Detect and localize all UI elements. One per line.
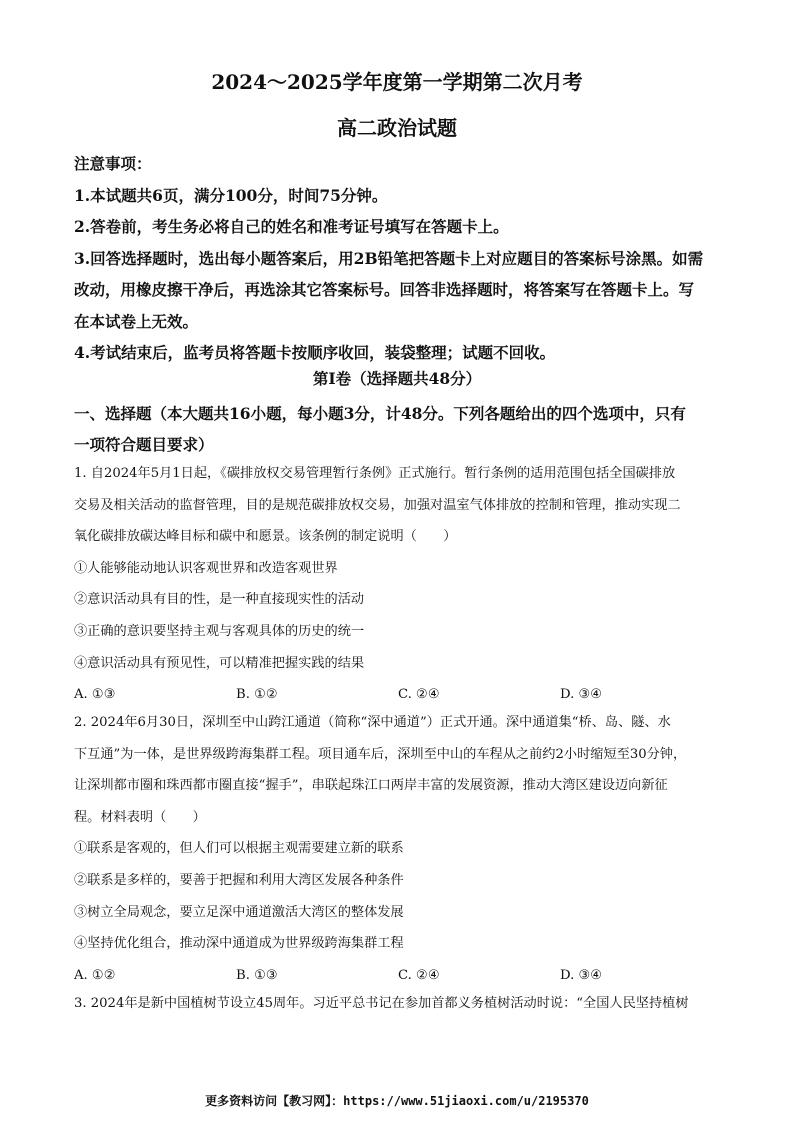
option-c: C. ②④ (398, 687, 440, 703)
question-stem-line: 氧化碳排放碳达峰目标和碳中和愿景。该条例的制定说明（ ） (74, 529, 457, 545)
statement: ①联系是客观的，但人们可以根据主观需要建立新的联系 (74, 841, 404, 857)
question-stem-line: 3. 2024年是新中国植树节设立45周年。习近平总书记在参加首都义务植树活动时说：“全国人民坚持植树 (74, 996, 689, 1011)
statement: ③树立全局观念，要立足深中通道激活大湾区的整体发展 (74, 904, 404, 920)
notice-heading: 注意事项： (74, 154, 152, 173)
statement: ②联系是多样的，要善于把握和利用大湾区发展各种条件 (74, 872, 404, 888)
option-c: C. ②④ (398, 967, 440, 983)
option-d: D. ③④ (560, 687, 603, 703)
instructions-line: 一项符合题目要求） (74, 435, 214, 454)
statement: ①人能够能动地认识客观世界和改造客观世界 (74, 560, 338, 576)
question-3 (74, 988, 724, 1020)
instructions-line: 一、选择题（本大题共16小题，每小题3分，计48分。下列各题给出的四个选项中，只有 (74, 404, 686, 423)
notice-item: 2.答卷前，考生务必将自己的姓名和准考证号填写在答题卡上。 (74, 217, 509, 236)
statement: ④意识活动具有预见性，可以精准把握实践的结果 (74, 655, 365, 671)
notice-section (74, 148, 724, 369)
option-a: A. ①③ (74, 687, 116, 703)
section-instructions (74, 398, 724, 460)
question-stem-line: 程。材料表明（ ） (74, 809, 206, 825)
exam-title: 2024～2025学年度第一学期第二次月考 (211, 70, 583, 94)
statement: ④坚持优化组合，推动深中通道成为世界级跨海集群工程 (74, 936, 404, 952)
question-2 (74, 707, 724, 991)
answer-options (74, 679, 724, 711)
option-b: B. ①② (236, 687, 278, 703)
statement: ②意识活动具有目的性，是一种直接现实性的活动 (74, 592, 365, 608)
answer-options (74, 960, 724, 992)
notice-item: 4.考试结束后，监考员将答题卡按顺序收回，装袋整理；试题不回收。 (74, 343, 556, 362)
question-1 (74, 458, 724, 711)
notice-item: 在本试卷上无效。 (74, 311, 199, 331)
statement: ③正确的意识要坚持主观与客观具体的历史的统一 (74, 623, 365, 639)
part1-heading: 第Ⅰ卷（选择题共48分） (312, 369, 482, 388)
question-stem-line: 交易及相关活动的监督管理，目的是规范碳排放权交易，加强对温室气体排放的控制和管理，推动实现二 (74, 497, 681, 513)
footer-link-text: 更多资料访问【教习网】：https://www.51jiaoxi.com/u/2195370 (205, 1094, 589, 1108)
notice-item: 改动，用橡皮擦干净后，再选涂其它答案标号。回答非选择题时，将答案写在答题卡上。写 (74, 280, 695, 299)
question-stem-line: 让深圳都市圈和珠西都市圈直接“握手”，串联起珠江口两岸丰富的发展资源，推动大湾区建设迈向新征 (74, 778, 668, 794)
option-a: A. ①② (74, 967, 116, 983)
option-d: D. ③④ (560, 967, 603, 983)
notice-item: 3.回答选择题时，选出每小题答案后，用2B铅笔把答题卡上对应题目的答案标号涂黑。如需 (74, 248, 704, 268)
question-stem-line: 2. 2024年6月30日，深圳至中山跨江通道（简称“深中通道”）正式开通。深中通道集“桥、岛、隧、水 (74, 715, 671, 730)
notice-item: 1.本试题共6页，满分100分，时间75分钟。 (74, 185, 388, 205)
exam-subtitle: 高二政治试题 (337, 116, 457, 140)
option-b: B. ①③ (236, 967, 278, 983)
question-stem-line: 下互通”为一体，是世界级跨海集群工程。项目通车后，深圳至中山的车程从之前约2小时缩短至30分钟， (74, 746, 687, 762)
question-stem-line: 1. 自2024年5月1日起，《碳排放权交易管理暂行条例》正式施行。暂行条例的适用范围包括全国碳排放 (74, 466, 676, 481)
